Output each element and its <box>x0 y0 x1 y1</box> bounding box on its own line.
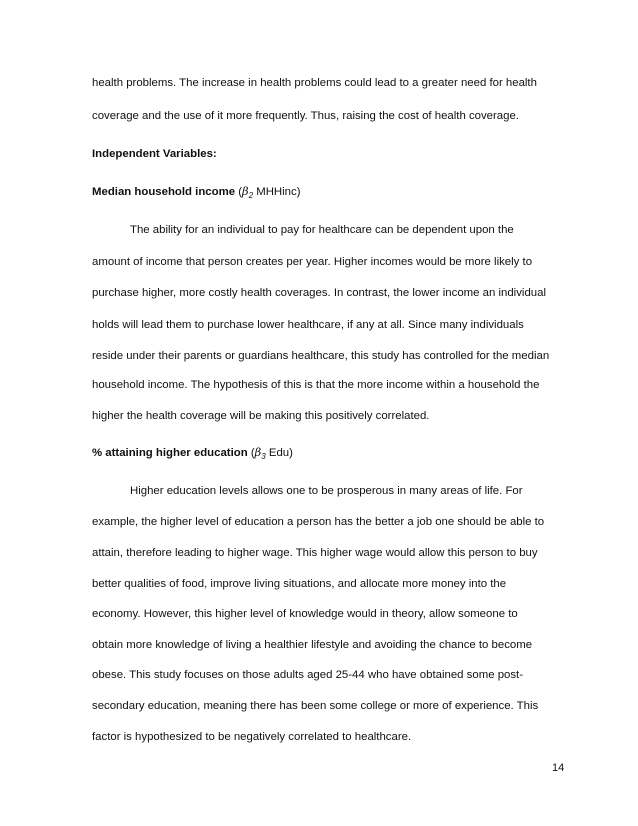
variable-title: Median household income <box>92 186 236 198</box>
paragraph-line: attain, therefore leading to higher wage. This higher wage would allow this person to buy <box>92 547 538 559</box>
variable-code: Edu) <box>265 447 293 459</box>
paragraph-line: Higher education levels allows one to be prosperous in many areas of life. For <box>130 485 523 497</box>
paragraph-line: reside under their parents or guardians healthcare, this study has controlled for the median <box>92 350 550 362</box>
beta-subscript: 2 <box>248 191 254 200</box>
paragraph-line: better qualities of food, improve living situations, and allocate more money into the <box>92 578 507 590</box>
page-number: 14 <box>552 762 565 774</box>
beta-symbol: β <box>254 445 262 459</box>
paragraph-line: higher the health coverage will be making this positively correlated. <box>92 410 430 422</box>
paragraph-line: holds will lead them to purchase lower healthcare, if any at all. Since many individuals <box>92 319 524 331</box>
paragraph-line: obtain more knowledge of living a healthier lifestyle and avoiding the chance to become <box>92 639 533 651</box>
variable-heading-income <box>92 184 301 203</box>
beta-symbol: β <box>242 184 249 198</box>
paren-open: ( <box>247 447 255 459</box>
paragraph-line: example, the higher level of education a person has the better a job one should be able to <box>92 516 545 528</box>
variable-title: % attaining higher education <box>92 447 248 459</box>
paren-open: ( <box>235 186 242 198</box>
paragraph-line: obese. This study focuses on those adults aged 25-44 who have obtained some post- <box>92 669 524 681</box>
paragraph-line: purchase higher, more costly health coverages. In contrast, the lower income an individual <box>92 287 546 299</box>
paragraph-line: secondary education, meaning there has been some college or more of experience. This <box>92 700 539 712</box>
paragraph-line: economy. However, this higher level of knowledge would in theory, allow someone to <box>92 608 518 620</box>
paragraph-line: amount of income that person creates per year. Higher incomes would be more likely to <box>92 256 533 268</box>
variable-heading-education <box>92 445 293 464</box>
text-line: coverage and the use of it more frequently. Thus, raising the cost of health coverage. <box>92 110 519 122</box>
paragraph-line: The ability for an individual to pay for healthcare can be dependent upon the <box>130 224 514 236</box>
paragraph-line: household income. The hypothesis of this is that the more income within a household the <box>92 379 540 391</box>
paragraph-line: factor is hypothesized to be negatively correlated to healthcare. <box>92 731 412 743</box>
section-heading: Independent Variables: <box>92 148 217 160</box>
text-line: health problems. The increase in health problems could lead to a greater need for health <box>92 77 537 89</box>
variable-code: MHHinc) <box>253 186 301 198</box>
beta-subscript: 3 <box>261 452 266 461</box>
